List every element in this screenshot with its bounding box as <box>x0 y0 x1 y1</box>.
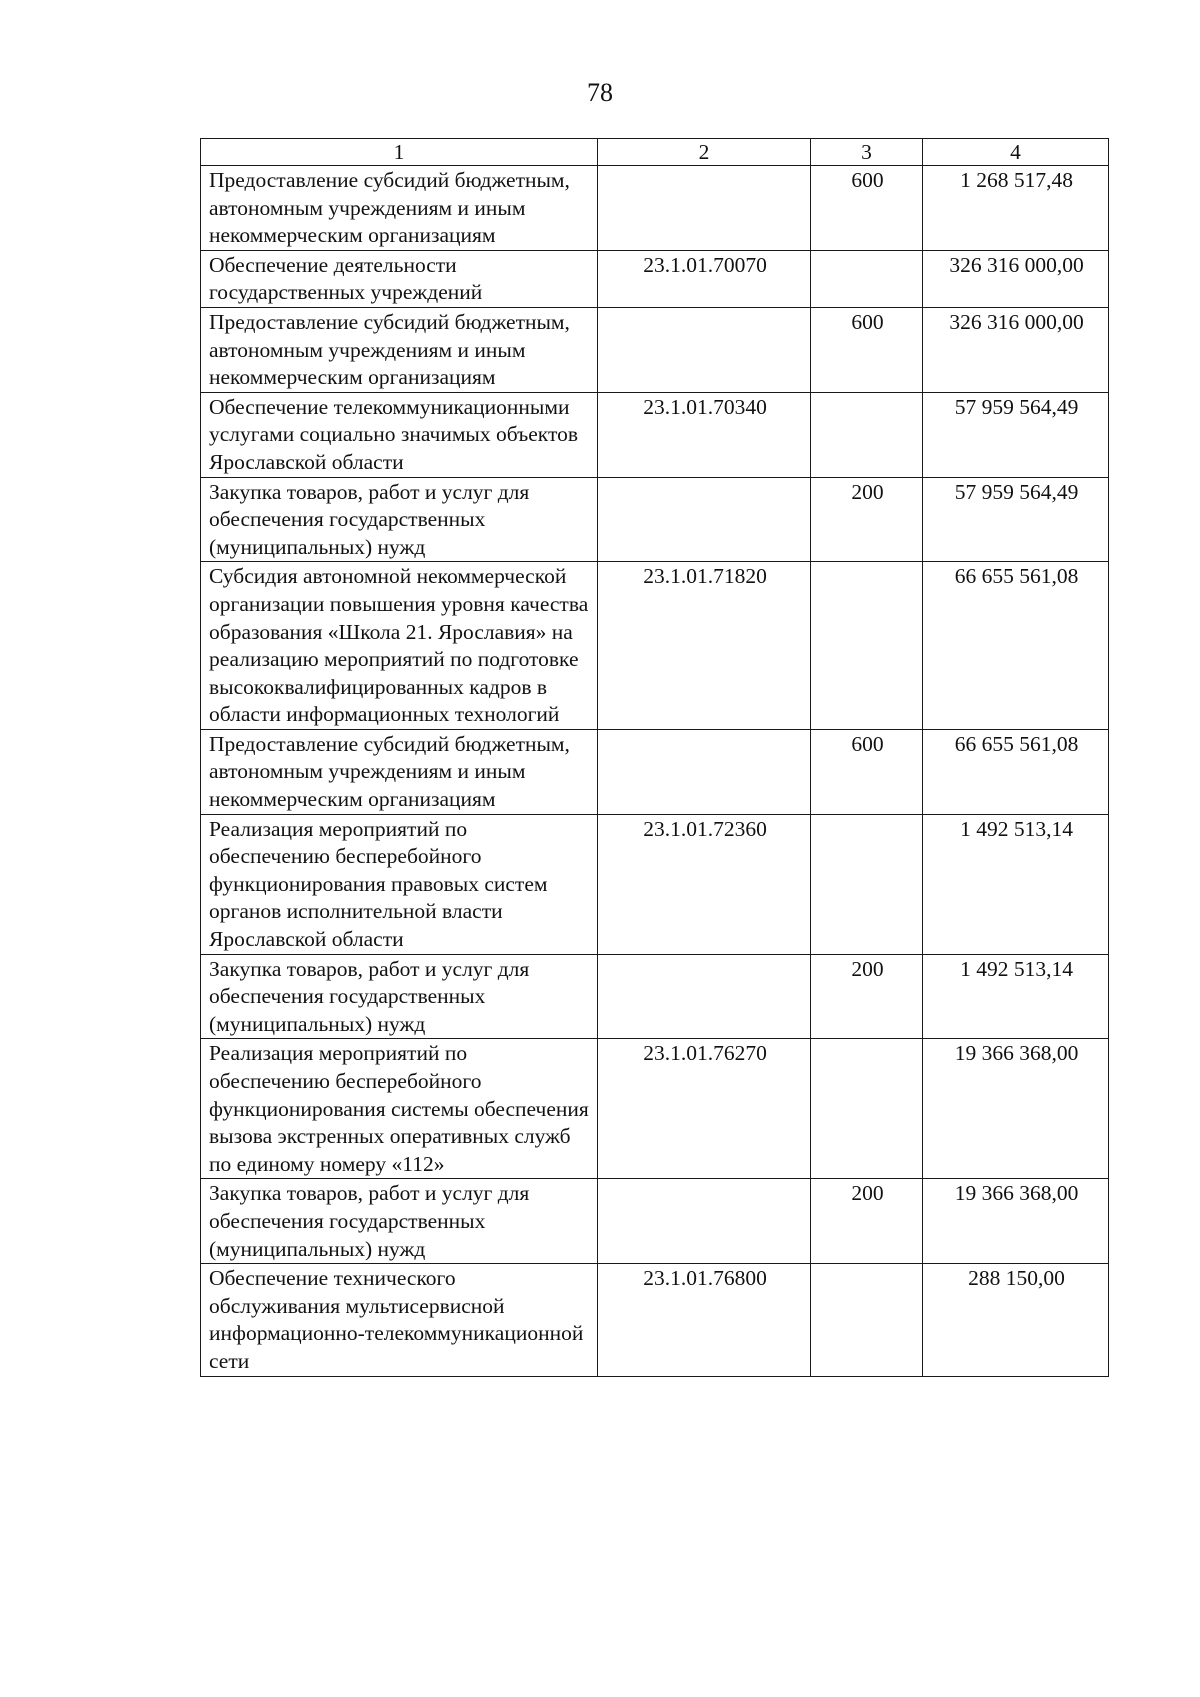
row-code: 23.1.01.72360 <box>598 814 811 954</box>
row-amount: 326 316 000,00 <box>923 250 1109 307</box>
budget-table <box>200 138 1109 1377</box>
row-code <box>598 477 811 562</box>
row-name: Обеспечение телекоммуникационными услугами социально значимых объектов Ярославской области <box>201 392 598 477</box>
row-name: Закупка товаров, работ и услуг для обеспечения государственных (муниципальных) нужд <box>201 477 598 562</box>
table-row <box>201 250 1109 307</box>
row-amount: 19 366 368,00 <box>923 1039 1109 1179</box>
table-row <box>201 1039 1109 1179</box>
row-name: Реализация мероприятий по обеспечению бесперебойного функционирования системы обеспечения вызова экстренных оперативных служб по единому номеру «112» <box>201 1039 598 1179</box>
table-row <box>201 729 1109 814</box>
page-number: 78 <box>587 78 613 107</box>
header-cell-2: 2 <box>598 139 811 166</box>
row-amount: 1 268 517,48 <box>923 166 1109 251</box>
row-expense-type: 200 <box>811 954 923 1039</box>
row-expense-type: 600 <box>811 307 923 392</box>
row-name: Обеспечение технического обслуживания мультисервисной информационно-телекоммуникационной сети <box>201 1264 598 1376</box>
row-code <box>598 166 811 251</box>
row-expense-type <box>811 814 923 954</box>
row-code <box>598 729 811 814</box>
row-amount: 66 655 561,08 <box>923 562 1109 730</box>
row-expense-type <box>811 562 923 730</box>
table-row <box>201 1264 1109 1376</box>
row-expense-type <box>811 1039 923 1179</box>
row-amount: 326 316 000,00 <box>923 307 1109 392</box>
row-code <box>598 954 811 1039</box>
row-amount: 66 655 561,08 <box>923 729 1109 814</box>
row-expense-type: 200 <box>811 477 923 562</box>
row-code <box>598 307 811 392</box>
row-code <box>598 1179 811 1264</box>
row-name: Закупка товаров, работ и услуг для обеспечения государственных (муниципальных) нужд <box>201 954 598 1039</box>
header-cell-1: 1 <box>201 139 598 166</box>
row-expense-type <box>811 1264 923 1376</box>
row-name: Субсидия автономной некоммерческой организации повышения уровня качества образования «Школа 21. Ярославия» на реализацию мероприятий по подготовке высококвалифицированных кадров в области информационных технологий <box>201 562 598 730</box>
row-name: Реализация мероприятий по обеспечению бесперебойного функционирования правовых систем органов исполнительной власти Ярославской области <box>201 814 598 954</box>
row-amount: 57 959 564,49 <box>923 392 1109 477</box>
row-amount: 1 492 513,14 <box>923 954 1109 1039</box>
row-name: Закупка товаров, работ и услуг для обеспечения государственных (муниципальных) нужд <box>201 1179 598 1264</box>
table-row <box>201 954 1109 1039</box>
table-row <box>201 392 1109 477</box>
row-amount: 19 366 368,00 <box>923 1179 1109 1264</box>
row-expense-type <box>811 250 923 307</box>
table-row <box>201 477 1109 562</box>
row-amount: 288 150,00 <box>923 1264 1109 1376</box>
table-row <box>201 814 1109 954</box>
header-cell-3: 3 <box>811 139 923 166</box>
row-expense-type: 200 <box>811 1179 923 1264</box>
table-row <box>201 307 1109 392</box>
header-cell-4: 4 <box>923 139 1109 166</box>
table-header-row <box>201 139 1109 166</box>
row-name: Обеспечение деятельности государственных учреждений <box>201 250 598 307</box>
table-row <box>201 166 1109 251</box>
row-code: 23.1.01.76270 <box>598 1039 811 1179</box>
row-name: Предоставление субсидий бюджетным, автономным учреждениям и иным некоммерческим организациям <box>201 166 598 251</box>
row-expense-type: 600 <box>811 729 923 814</box>
row-amount: 57 959 564,49 <box>923 477 1109 562</box>
row-code: 23.1.01.70340 <box>598 392 811 477</box>
table-row <box>201 1179 1109 1264</box>
row-amount: 1 492 513,14 <box>923 814 1109 954</box>
row-expense-type <box>811 392 923 477</box>
row-expense-type: 600 <box>811 166 923 251</box>
row-name: Предоставление субсидий бюджетным, автономным учреждениям и иным некоммерческим организациям <box>201 729 598 814</box>
table-row <box>201 562 1109 730</box>
row-code: 23.1.01.70070 <box>598 250 811 307</box>
row-code: 23.1.01.71820 <box>598 562 811 730</box>
row-name: Предоставление субсидий бюджетным, автономным учреждениям и иным некоммерческим организациям <box>201 307 598 392</box>
row-code: 23.1.01.76800 <box>598 1264 811 1376</box>
